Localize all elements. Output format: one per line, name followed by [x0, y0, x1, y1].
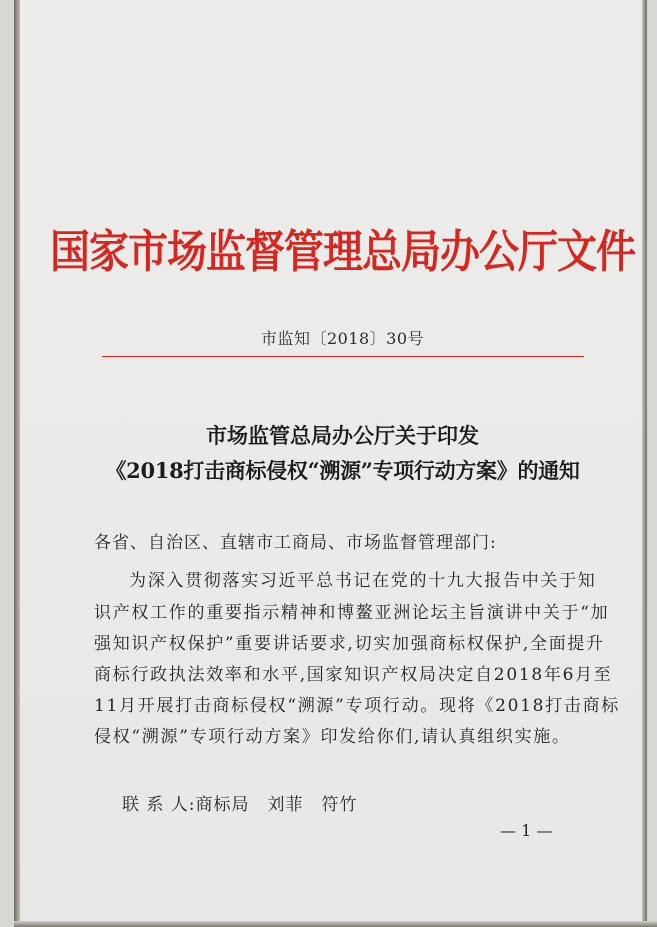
document-number: 市监知〔2018〕30号 [260, 329, 425, 348]
paragraph-line: 识产权工作的重要指示精神和博鳌亚洲论坛主旨演讲中关于“加 [94, 603, 610, 623]
notice-title-line-2: 《2018打击商标侵权“溯源”专项行动方案》的通知 [105, 458, 580, 483]
paragraph-line: 商标行政执法效率和水平,国家知识产权局决定自2018年6月至 [94, 665, 613, 685]
addressee-line: 各省、自治区、直辖市工商局、市场监督管理部门: [94, 533, 497, 553]
paragraph-line: 为深入贯彻落实习近平总书记在党的十九大报告中关于知 [129, 571, 597, 591]
page-number: — 1 — [500, 821, 553, 840]
notice-title-line-1: 市场监管总局办公厅关于印发 [206, 423, 479, 448]
page-edge-bottom [14, 921, 657, 927]
document-header-title: 国家市场监督管理总局办公厅文件 [50, 225, 635, 279]
red-divider-rule [102, 356, 584, 357]
paragraph-line: 强知识产权保护”重要讲话要求,切实加强商标权保护,全面提升 [94, 634, 605, 654]
paragraph-line: 侵权“溯源”专项行动方案》印发给你们,请认真组织实施。 [94, 727, 571, 747]
paragraph-line: 11月开展打击商标侵权“溯源”专项行动。现将《2018打击商标 [94, 696, 620, 716]
contact-person-line: 联 系 人:商标局 刘菲 符竹 [122, 795, 358, 815]
